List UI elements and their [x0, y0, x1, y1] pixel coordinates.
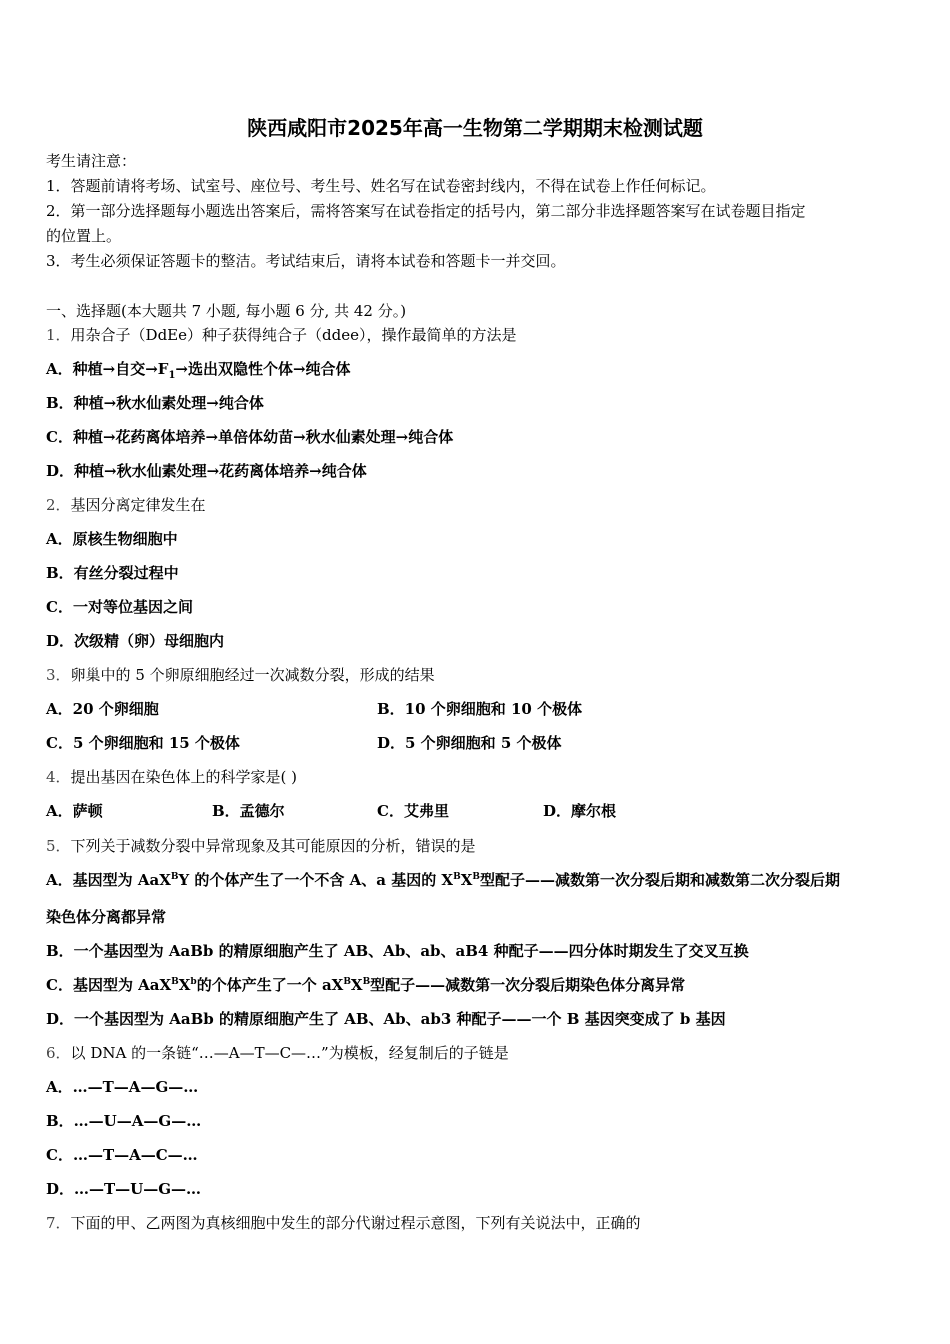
option-b: B．孟德尔 [212, 802, 285, 820]
option-text: C．基因型为 AaX [46, 976, 172, 994]
notice-item: 1．答题前请将考场、试室号、座位号、考生号、姓名写在试卷密封线内，不得在试卷上作任何标记。 [46, 177, 716, 195]
option-a: A．…—T—A—G—… [46, 1078, 199, 1096]
notice-item: 的位置上。 [46, 227, 122, 245]
option-text: X [460, 871, 473, 889]
option-a: A．20 个卵细胞 [46, 700, 159, 718]
superscript: B [170, 872, 179, 882]
question-1 [46, 325, 516, 345]
question-text: 下面的甲、乙两图为真核细胞中发生的部分代谢过程示意图，下列有关说法中，正确的 [70, 1214, 641, 1232]
option-d: D．…—T—U—G—… [46, 1180, 202, 1198]
option-b: B．种植→秋水仙素处理→纯合体 [46, 394, 264, 412]
option-b: B．一个基因型为 AaBb 的精原细胞产生了 AB、Ab、ab、aB4 种配子——四分体时期发生了交叉互换 [46, 942, 749, 960]
notice-heading: 考生请注意： [46, 152, 137, 170]
option-a: A．原核生物细胞中 [46, 530, 178, 548]
option-text: 型配子——减数第一次分裂后期染色体分离异常 [370, 976, 686, 994]
option-d: D．次级精（卵）母细胞内 [46, 632, 225, 650]
option-c: C．一对等位基因之间 [46, 598, 193, 616]
question-number: 4． [46, 768, 71, 786]
option-d: D．种植→秋水仙素处理→花药离体培养→纯合体 [46, 462, 367, 480]
superscript: B [472, 872, 480, 882]
question-5 [46, 836, 476, 856]
option-c [46, 975, 685, 995]
option-text: X [178, 976, 191, 994]
option-d: D．5 个卵细胞和 5 个极体 [377, 734, 562, 752]
question-text: 卵巢中的 5 个卵原细胞经过一次减数分裂，形成的结果 [70, 666, 435, 684]
option-c: C．艾弗里 [377, 802, 449, 820]
option-c: C．…—T—A—C—… [46, 1146, 198, 1164]
question-text: 基因分离定律发生在 [70, 496, 206, 514]
question-number: 2． [46, 496, 71, 514]
question-7 [46, 1213, 641, 1233]
option-a-continued: 染色体分离都异常 [46, 908, 167, 926]
superscript: B [171, 977, 179, 987]
notice-item: 2．第一部分选择题每小题选出答案后，需将答案写在试卷指定的括号内，第二部分非选择题答案写在试卷题目指定 [46, 202, 806, 220]
option-c: C．种植→花药离体培养→单倍体幼苗→秋水仙素处理→纯合体 [46, 428, 454, 446]
option-a [46, 359, 351, 386]
question-text: 提出基因在染色体上的科学家是( ) [70, 768, 298, 786]
section-heading: 一、选择题(本大题共 7 小题, 每小题 6 分, 共 42 分。) [46, 302, 407, 320]
question-number: 1． [46, 326, 71, 344]
option-text: X [350, 976, 363, 994]
option-c: C．5 个卵细胞和 15 个极体 [46, 734, 240, 752]
page-title: 陕西咸阳市2025年高一生物第二学期期末检测试题 [247, 116, 703, 140]
superscript: B [362, 977, 371, 987]
option-text: Y 的个体产生了一个不含 A、a 基因的 X [178, 871, 454, 889]
question-2 [46, 495, 206, 515]
question-number: 3． [46, 666, 71, 684]
option-b: B．有丝分裂过程中 [46, 564, 179, 582]
option-text: A．基因型为 AaX [46, 871, 171, 889]
superscript: B [453, 872, 461, 882]
question-number: 7． [46, 1214, 71, 1232]
option-d: D．摩尔根 [543, 802, 617, 820]
option-text: →选出双隐性个体→纯合体 [175, 360, 351, 378]
question-text: 下列关于减数分裂中异常现象及其可能原因的分析，错误的是 [70, 837, 476, 855]
question-text: 以 DNA 的一条链“…—A—T—C—…”为模板，经复制后的子链是 [70, 1044, 509, 1062]
question-number: 6． [46, 1044, 71, 1062]
subscript: 1 [168, 370, 176, 381]
superscript: b [190, 977, 197, 987]
option-text: 型配子——减数第一次分裂后期和减数第二次分裂后期 [479, 871, 840, 889]
option-text: A．种植→自交→F [46, 360, 169, 378]
question-text: 用杂合子（DdEe）种子获得纯合子（ddee），操作最简单的方法是 [70, 326, 517, 344]
option-b: B．…—U—A—G—… [46, 1112, 202, 1130]
notice-item: 3．考生必须保证答题卡的整洁。考试结束后，请将本试卷和答题卡一并交回。 [46, 252, 566, 270]
option-d: D．一个基因型为 AaBb 的精原细胞产生了 AB、Ab、ab3 种配子——一个 B 基因突变成了 b 基因 [46, 1010, 726, 1028]
question-3 [46, 665, 435, 685]
question-6 [46, 1043, 509, 1063]
option-a: A．萨顿 [46, 802, 103, 820]
question-number: 5． [46, 837, 71, 855]
question-4 [46, 767, 297, 787]
option-text: 的个体产生了一个 aX [196, 976, 344, 994]
option-b: B．10 个卵细胞和 10 个极体 [377, 700, 583, 718]
superscript: B [343, 977, 351, 987]
option-a [46, 870, 840, 890]
